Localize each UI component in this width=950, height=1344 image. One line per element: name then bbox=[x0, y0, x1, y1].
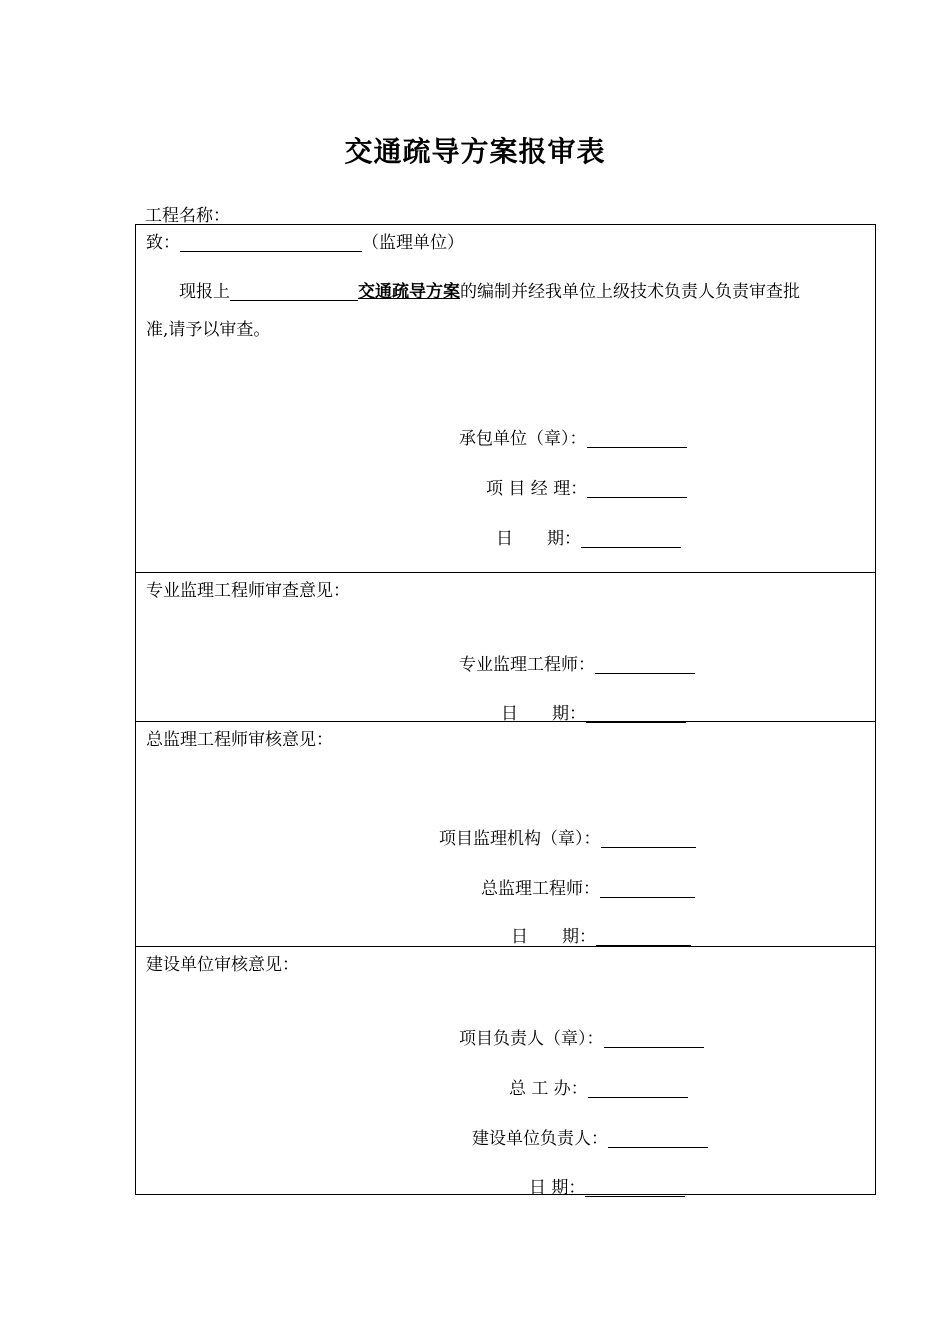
pm-signature-line bbox=[486, 474, 687, 499]
supervisor-unit-field[interactable] bbox=[180, 233, 362, 252]
office-field[interactable] bbox=[588, 1079, 688, 1098]
owner-heading: 建设单位审核意见： bbox=[146, 955, 299, 975]
chief-signature-line bbox=[481, 874, 695, 899]
report-line-2: 准,请予以审查。 bbox=[146, 320, 271, 340]
project-name-label: 工程名称： bbox=[145, 206, 230, 226]
owner-field[interactable] bbox=[608, 1129, 708, 1148]
report-suffix: 的编制并经我单位上级技术负责人负责审查批 bbox=[460, 282, 800, 302]
report-line bbox=[179, 277, 800, 302]
date-field-3[interactable] bbox=[596, 927, 691, 946]
office-signature-line bbox=[509, 1074, 688, 1099]
plan-name: 交通疏导方案 bbox=[358, 282, 460, 302]
engineer-signature-line bbox=[459, 650, 695, 675]
recipient-line bbox=[146, 228, 464, 253]
approval-form bbox=[135, 224, 876, 1198]
office-label: 总 工 办： bbox=[509, 1079, 588, 1099]
person-label: 项目负责人（章）： bbox=[459, 1029, 604, 1049]
owner-signature-line bbox=[472, 1124, 708, 1149]
specialist-review-section bbox=[136, 572, 875, 722]
person-field[interactable] bbox=[604, 1029, 704, 1048]
date-line-1 bbox=[496, 524, 681, 549]
person-signature-line bbox=[459, 1024, 704, 1049]
owner-review-section bbox=[136, 946, 875, 1196]
report-prefix: 现报上 bbox=[179, 282, 230, 302]
date-field-1[interactable] bbox=[581, 529, 681, 548]
agency-field[interactable] bbox=[601, 829, 696, 848]
engineer-label: 专业监理工程师： bbox=[459, 655, 595, 675]
chief-heading: 总监理工程师审核意见： bbox=[146, 730, 333, 750]
pm-field[interactable] bbox=[587, 479, 687, 498]
date-field-4[interactable] bbox=[585, 1178, 685, 1197]
date-label-4: 日 期： bbox=[529, 1178, 586, 1198]
chief-review-section bbox=[136, 721, 875, 947]
owner-label: 建设单位负责人： bbox=[472, 1129, 608, 1149]
pm-label: 项 目 经 理： bbox=[486, 479, 588, 499]
contractor-section bbox=[136, 225, 875, 573]
specialist-heading: 专业监理工程师审查意见： bbox=[146, 581, 350, 601]
agency-signature-line bbox=[439, 824, 696, 849]
date-label-3: 日 期： bbox=[511, 927, 596, 947]
date-line-4 bbox=[529, 1173, 685, 1198]
agency-label: 项目监理机构（章）： bbox=[439, 829, 601, 849]
chief-label: 总监理工程师： bbox=[481, 879, 600, 899]
report-blank[interactable] bbox=[230, 282, 358, 301]
date-label-2: 日 期： bbox=[501, 704, 586, 724]
engineer-field[interactable] bbox=[595, 655, 695, 674]
contractor-field[interactable] bbox=[587, 429, 687, 448]
contractor-label: 承包单位（章）： bbox=[459, 429, 587, 449]
chief-field[interactable] bbox=[600, 879, 695, 898]
supervisor-unit-note: （监理单位） bbox=[362, 233, 464, 253]
contractor-signature-line bbox=[459, 424, 687, 449]
to-label: 致： bbox=[146, 233, 180, 253]
page-title: 交通疏导方案报审表 bbox=[344, 135, 606, 168]
date-label-1: 日 期： bbox=[496, 529, 581, 549]
date-line-3 bbox=[511, 922, 691, 947]
